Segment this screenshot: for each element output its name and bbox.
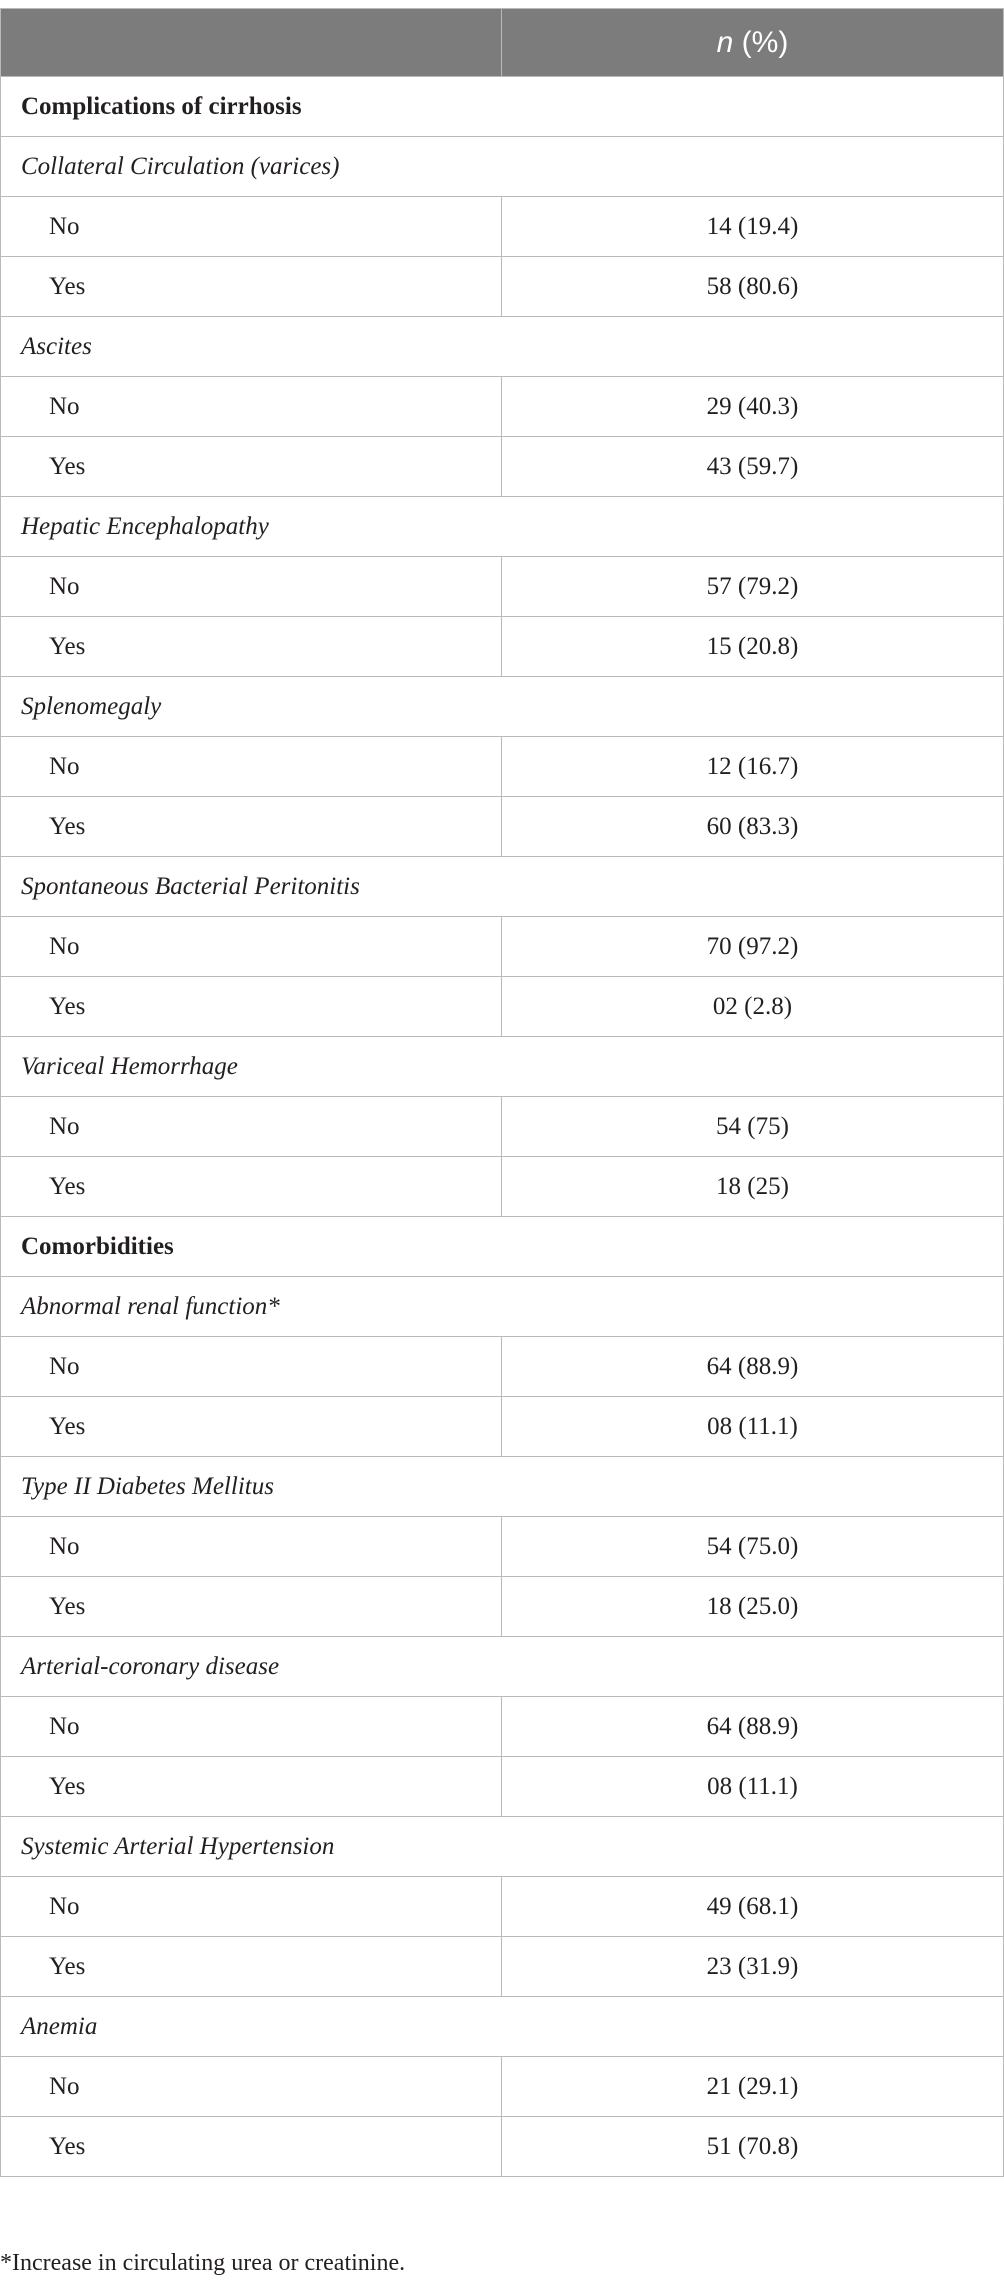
subsection-row [1,497,1004,557]
row-value: 64 (88.9) [502,1337,1004,1397]
table-row [1,1577,1004,1637]
header-percent-label: (%) [733,25,789,59]
row-value: 60 (83.3) [502,797,1004,857]
row-label: Yes [1,797,502,857]
subsection-row [1,1457,1004,1517]
subsection-title: Systemic Arterial Hypertension [1,1817,1004,1877]
row-label: Yes [1,1577,502,1637]
section-header-row [1,1217,1004,1277]
table-body [1,77,1004,2177]
row-label: No [1,197,502,257]
row-value: 21 (29.1) [502,2057,1004,2117]
subsection-row [1,1997,1004,2057]
row-label: No [1,2057,502,2117]
table-row [1,617,1004,677]
subsection-row [1,1037,1004,1097]
subsection-title: Abnormal renal function* [1,1277,1004,1337]
subsection-title: Splenomegaly [1,677,1004,737]
row-value: 54 (75.0) [502,1517,1004,1577]
data-table [0,8,1004,2177]
row-label: No [1,737,502,797]
table-row [1,2117,1004,2177]
subsection-row [1,677,1004,737]
row-value: 18 (25) [502,1157,1004,1217]
table-row [1,557,1004,617]
row-label: No [1,1877,502,1937]
subsection-title: Spontaneous Bacterial Peritonitis [1,857,1004,917]
row-value: 58 (80.6) [502,257,1004,317]
row-label: Yes [1,977,502,1037]
table-row [1,737,1004,797]
row-label: Yes [1,437,502,497]
subsection-title: Anemia [1,1997,1004,2057]
table-row [1,1157,1004,1217]
table-row [1,1517,1004,1577]
header-n-symbol: n [716,25,734,59]
row-label: No [1,1097,502,1157]
table-row [1,1757,1004,1817]
table-row [1,797,1004,857]
row-label: Yes [1,2117,502,2177]
subsection-row [1,1277,1004,1337]
subsection-row [1,317,1004,377]
table-row [1,257,1004,317]
table-footnote: *Increase in circulating urea or creatinine. [0,2250,406,2276]
table-row [1,1937,1004,1997]
table-row [1,1397,1004,1457]
row-label: No [1,1697,502,1757]
row-value: 08 (11.1) [502,1757,1004,1817]
row-value: 08 (11.1) [502,1397,1004,1457]
subsection-title: Arterial-coronary disease [1,1637,1004,1697]
table-row [1,917,1004,977]
row-label: Yes [1,1937,502,1997]
row-label: No [1,377,502,437]
row-label: No [1,917,502,977]
row-value: 54 (75) [502,1097,1004,1157]
table-row [1,377,1004,437]
row-value: 49 (68.1) [502,1877,1004,1937]
section-header-row [1,77,1004,137]
table-row [1,1877,1004,1937]
table-row [1,437,1004,497]
table-row [1,1097,1004,1157]
row-value: 57 (79.2) [502,557,1004,617]
row-value: 70 (97.2) [502,917,1004,977]
row-value: 02 (2.8) [502,977,1004,1037]
row-label: Yes [1,257,502,317]
row-value: 12 (16.7) [502,737,1004,797]
row-value: 64 (88.9) [502,1697,1004,1757]
row-label: No [1,1517,502,1577]
row-value: 51 (70.8) [502,2117,1004,2177]
row-label: No [1,1337,502,1397]
table-header-row [1,9,1004,77]
subsection-title: Collateral Circulation (varices) [1,137,1004,197]
row-label: No [1,557,502,617]
subsection-row [1,1637,1004,1697]
header-value-cell [502,9,1004,77]
header-label-cell [1,9,502,77]
section-title: Complications of cirrhosis [1,77,1004,137]
row-value: 18 (25.0) [502,1577,1004,1637]
subsection-row [1,137,1004,197]
subsection-title: Hepatic Encephalopathy [1,497,1004,557]
table-row [1,977,1004,1037]
row-value: 14 (19.4) [502,197,1004,257]
table-row [1,1337,1004,1397]
subsection-title: Variceal Hemorrhage [1,1037,1004,1097]
row-value: 29 (40.3) [502,377,1004,437]
section-title: Comorbidities [1,1217,1004,1277]
row-value: 15 (20.8) [502,617,1004,677]
subsection-row [1,1817,1004,1877]
row-label: Yes [1,1397,502,1457]
subsection-row [1,857,1004,917]
table-row [1,2057,1004,2117]
subsection-title: Ascites [1,317,1004,377]
row-value: 23 (31.9) [502,1937,1004,1997]
row-label: Yes [1,617,502,677]
row-label: Yes [1,1757,502,1817]
table-row [1,197,1004,257]
table-row [1,1697,1004,1757]
row-label: Yes [1,1157,502,1217]
row-value: 43 (59.7) [502,437,1004,497]
subsection-title: Type II Diabetes Mellitus [1,1457,1004,1517]
